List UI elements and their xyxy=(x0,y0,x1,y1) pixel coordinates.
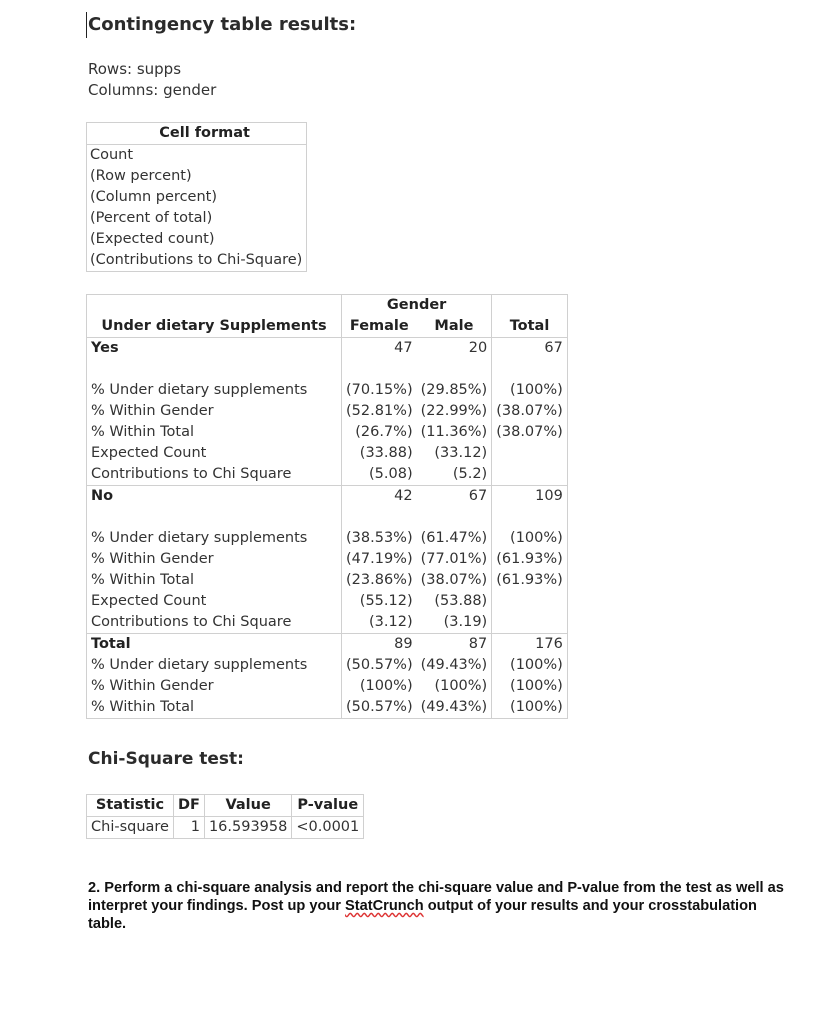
text-cursor xyxy=(86,12,87,38)
count-cell: 42 xyxy=(342,486,417,508)
stat-value: (33.12) xyxy=(434,445,488,461)
stat-value: (100%) xyxy=(492,697,568,719)
stat-value xyxy=(492,612,568,634)
stat-value: (70.15%) xyxy=(342,380,417,401)
chi-square-heading: Chi-Square test: xyxy=(88,749,244,769)
stat-value: (49.43%) xyxy=(420,699,488,715)
count-cell: 89 xyxy=(342,634,417,656)
stat-label: % Within Gender xyxy=(91,678,214,694)
stat-value: (61.93%) xyxy=(492,570,568,591)
question-text xyxy=(88,879,788,933)
chi-df-cell: 1 xyxy=(173,817,204,839)
count-cell: 20 xyxy=(468,340,488,356)
col-header-male: Male xyxy=(434,318,474,334)
cell-format-item: (Column percent) xyxy=(90,189,217,205)
stat-value: (61.47%) xyxy=(420,530,488,546)
cell-format-header: Cell format xyxy=(87,123,307,145)
stat-label: % Within Gender xyxy=(91,403,214,419)
page-title: Contingency table results: xyxy=(88,14,357,35)
stat-value: (11.36%) xyxy=(420,424,488,440)
cell-format-table xyxy=(86,122,307,272)
stat-value: (33.88) xyxy=(342,443,417,464)
stat-label: % Within Total xyxy=(91,424,195,440)
count-cell: 87 xyxy=(468,636,488,652)
gender-group-header: Gender xyxy=(342,295,492,317)
count-cell: 47 xyxy=(342,338,417,360)
stat-value: (22.99%) xyxy=(420,403,488,419)
col-header-female: Female xyxy=(342,316,417,338)
cell-format-item: (Expected count) xyxy=(90,231,215,247)
chi-header-df: DF xyxy=(173,795,204,817)
stat-label: Contributions to Chi Square xyxy=(91,614,292,630)
row-label-no: No xyxy=(91,488,114,504)
stat-value: (38.07%) xyxy=(492,401,568,422)
chi-pvalue-cell: <0.0001 xyxy=(292,817,364,839)
row-label-yes: Yes xyxy=(91,340,119,356)
count-cell: 176 xyxy=(492,634,568,656)
contingency-table xyxy=(86,294,568,719)
stat-value: (50.57%) xyxy=(342,697,417,719)
stat-value: (23.86%) xyxy=(342,570,417,591)
stat-value: (77.01%) xyxy=(420,551,488,567)
stat-value: (5.08) xyxy=(342,464,417,486)
stat-value: (52.81%) xyxy=(342,401,417,422)
stat-label: Expected Count xyxy=(91,445,207,461)
count-cell: 67 xyxy=(492,338,568,360)
stat-value: (100%) xyxy=(434,678,488,694)
stat-label: % Within Total xyxy=(91,699,195,715)
cell-format-item: (Contributions to Chi-Square) xyxy=(90,252,303,268)
chi-statistic-cell: Chi-square xyxy=(91,819,169,835)
stat-label: % Under dietary supplements xyxy=(91,530,308,546)
question-text-part: output of your results and your crosstabulation table. xyxy=(88,898,757,932)
stat-label: % Within Gender xyxy=(91,551,214,567)
stat-value: (29.85%) xyxy=(420,382,488,398)
stat-value: (26.7%) xyxy=(342,422,417,443)
count-cell: 67 xyxy=(468,488,488,504)
chi-header-pvalue: P-value xyxy=(292,795,364,817)
cell-format-item: (Percent of total) xyxy=(90,210,213,226)
chi-square-table xyxy=(86,794,364,839)
stat-label: Expected Count xyxy=(91,593,207,609)
stat-value: (61.93%) xyxy=(492,549,568,570)
chi-value-cell: 16.593958 xyxy=(204,817,291,839)
columns-info: Columns: gender xyxy=(88,81,217,99)
stat-value: (100%) xyxy=(492,380,568,401)
stat-value: (47.19%) xyxy=(342,549,417,570)
stat-value: (3.12) xyxy=(342,612,417,634)
stat-value xyxy=(492,591,568,612)
rows-info: Rows: supps xyxy=(88,60,182,78)
stat-value: (38.07%) xyxy=(420,572,488,588)
stat-label: % Within Total xyxy=(91,572,195,588)
stat-value: (100%) xyxy=(342,676,417,697)
row-variable-header: Under dietary Supplements xyxy=(101,318,327,334)
chi-header-statistic: Statistic xyxy=(87,795,174,817)
stat-value: (53.88) xyxy=(434,593,488,609)
stat-label: % Under dietary supplements xyxy=(91,382,308,398)
stat-value: (100%) xyxy=(492,655,568,676)
stat-value: (100%) xyxy=(492,676,568,697)
stat-value: (3.19) xyxy=(443,614,488,630)
stat-value: (100%) xyxy=(492,528,568,549)
stat-value xyxy=(492,443,568,464)
spellcheck-flagged-word[interactable]: StatCrunch xyxy=(345,898,424,914)
stat-label: % Under dietary supplements xyxy=(91,657,308,673)
stat-value xyxy=(492,464,568,486)
cell-format-item: Count xyxy=(90,147,134,163)
count-cell: 109 xyxy=(492,486,568,508)
stat-value: (38.53%) xyxy=(342,528,417,549)
stat-value: (50.57%) xyxy=(342,655,417,676)
stat-value: (55.12) xyxy=(342,591,417,612)
stat-label: Contributions to Chi Square xyxy=(91,466,292,482)
question-text-part: 2. Perform a chi-square analysis and report the chi-square value and P-value from the test as well as interpret your findings. Post up your xyxy=(88,880,784,914)
stat-value: (49.43%) xyxy=(420,657,488,673)
col-header-total: Total xyxy=(492,316,568,338)
stat-value: (5.2) xyxy=(452,466,488,482)
chi-header-value: Value xyxy=(204,795,291,817)
row-label-total: Total xyxy=(91,636,131,652)
stat-value: (38.07%) xyxy=(492,422,568,443)
cell-format-item: (Row percent) xyxy=(90,168,192,184)
